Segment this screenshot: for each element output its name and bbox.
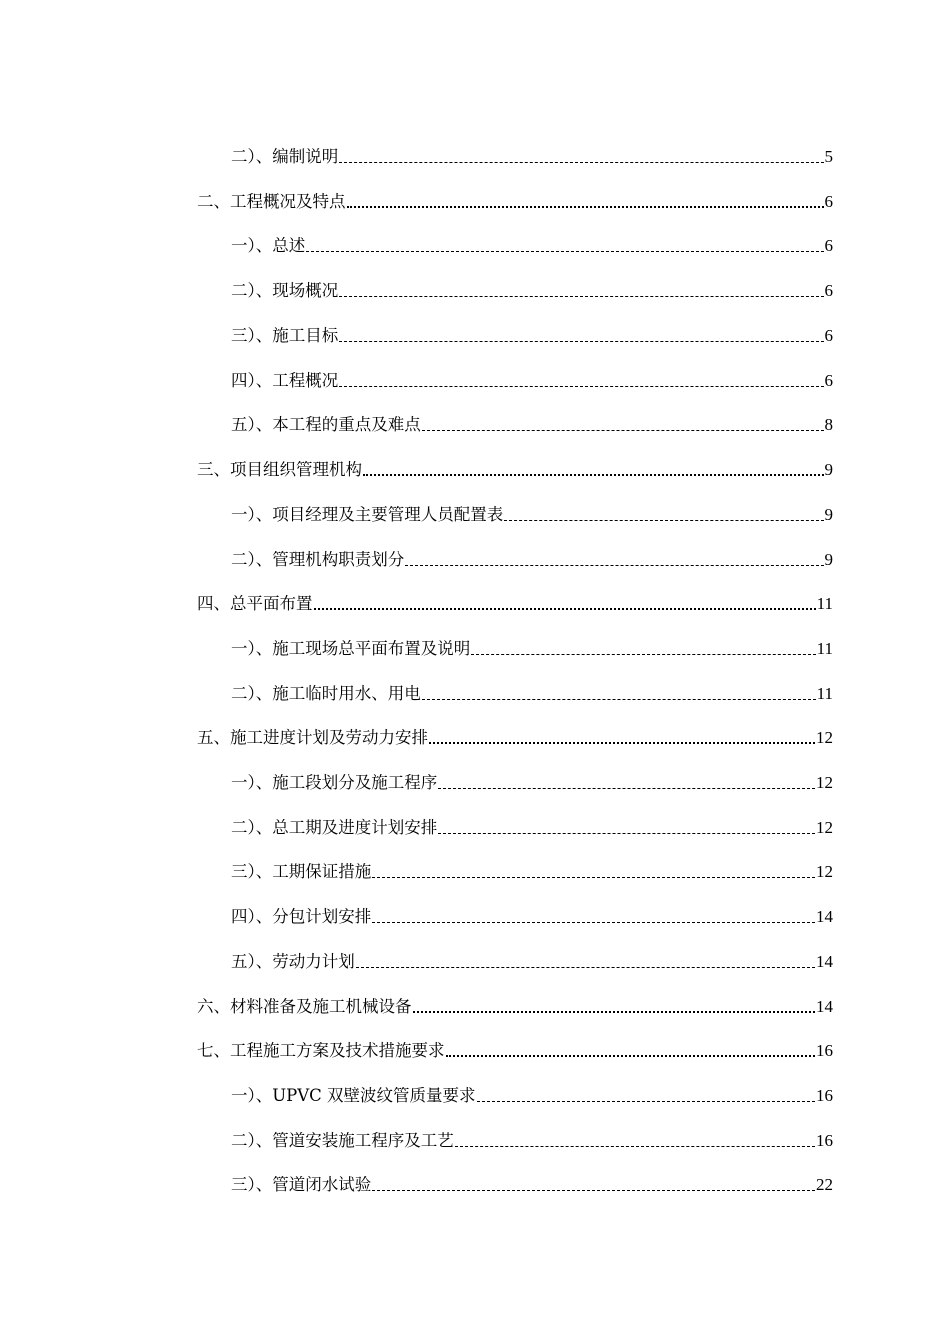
- toc-entry-title: 五、施工进度计划及劳动力安排: [197, 728, 428, 747]
- toc-entry[interactable]: [231, 319, 833, 347]
- toc-leader: [356, 967, 815, 968]
- toc-page-number: 16: [816, 1086, 833, 1105]
- toc-entry[interactable]: [231, 543, 833, 571]
- toc-leader: [372, 922, 815, 923]
- toc-entry[interactable]: [231, 900, 833, 928]
- toc-entry[interactable]: [231, 945, 833, 973]
- toc-entry-title: 五）、劳动力计划: [231, 952, 355, 971]
- toc-entry-title: 一）、项目经理及主要管理人员配置表: [231, 505, 504, 524]
- toc-entry-title: 二）、现场概况: [231, 281, 339, 300]
- toc-leader: [339, 296, 823, 297]
- toc-entry-title: 四、总平面布置: [197, 594, 313, 613]
- toc-leader: [413, 1011, 816, 1013]
- toc-page-number: 6: [824, 371, 833, 390]
- toc-entry[interactable]: [231, 1079, 833, 1107]
- toc-page-number: 6: [824, 236, 833, 255]
- toc-page-number: 11: [816, 594, 833, 613]
- toc-leader: [471, 654, 815, 655]
- toc-entry-title: 四）、工程概况: [231, 371, 339, 390]
- toc-leader: [306, 251, 823, 252]
- toc-entry-title: 一）、总述: [231, 236, 306, 255]
- toc-entry-title: 二）、编制说明: [231, 147, 339, 166]
- toc-entry[interactable]: [197, 587, 833, 615]
- toc-page-number: 9: [824, 550, 833, 569]
- toc-leader: [504, 520, 823, 521]
- toc-entry[interactable]: [231, 677, 833, 705]
- toc-entry-title: 一）、施工段划分及施工程序: [231, 773, 438, 792]
- toc-page-number: 14: [816, 907, 833, 926]
- toc-entry[interactable]: [197, 721, 833, 749]
- toc-page-number: 5: [824, 147, 833, 166]
- toc-entry-title: 三、项目组织管理机构: [197, 460, 362, 479]
- toc-entry[interactable]: [197, 990, 833, 1018]
- toc-entry[interactable]: [231, 855, 833, 883]
- toc-entry[interactable]: [231, 229, 833, 257]
- toc-leader: [446, 1055, 816, 1057]
- toc-leader: [455, 1146, 815, 1147]
- toc-entry-title: 三）、施工目标: [231, 326, 339, 345]
- toc-page-number: 6: [824, 192, 833, 211]
- toc-page-number: 11: [816, 639, 833, 658]
- toc-leader: [438, 788, 815, 789]
- toc-entry-title: 二）、管理机构职责划分: [231, 550, 405, 569]
- toc-leader: [314, 608, 816, 610]
- toc-entry-title: 三）、管道闭水试验: [231, 1175, 372, 1194]
- toc-page-number: 9: [824, 460, 833, 479]
- toc-page-number: 22: [816, 1175, 833, 1194]
- toc-leader: [422, 699, 816, 700]
- toc-leader: [339, 341, 823, 342]
- toc-entry-title: 一）、UPVC 双壁波纹管质量要求: [231, 1086, 476, 1105]
- toc-entry[interactable]: [231, 766, 833, 794]
- toc-entry-title: 二）、管道安装施工程序及工艺: [231, 1131, 454, 1150]
- toc-leader: [438, 833, 815, 834]
- toc-page-number: 12: [816, 773, 833, 792]
- toc-entry-title: 七、工程施工方案及技术措施要求: [197, 1041, 445, 1060]
- toc-leader: [339, 162, 823, 163]
- toc-leader: [339, 386, 823, 387]
- toc-leader: [422, 430, 824, 431]
- toc-entry[interactable]: [231, 1168, 833, 1196]
- toc-page-number: 11: [816, 684, 833, 703]
- toc-entry[interactable]: [231, 408, 833, 436]
- toc-entry[interactable]: [231, 364, 833, 392]
- toc-entry[interactable]: [197, 1034, 833, 1062]
- toc-leader: [372, 1190, 815, 1191]
- toc-entry-title: 六、材料准备及施工机械设备: [197, 997, 412, 1016]
- toc-entry[interactable]: [197, 185, 833, 213]
- toc-entry[interactable]: [231, 498, 833, 526]
- toc-entry-title: 二）、总工期及进度计划安排: [231, 818, 438, 837]
- toc-entry-title: 三）、工期保证措施: [231, 862, 372, 881]
- toc-page-number: 14: [816, 997, 833, 1016]
- toc-leader: [363, 474, 824, 476]
- toc-leader: [405, 565, 823, 566]
- toc-entry-title: 二、工程概况及特点: [197, 192, 346, 211]
- toc-entry[interactable]: [197, 453, 833, 481]
- toc-entry-title: 五）、本工程的重点及难点: [231, 415, 421, 434]
- toc-page-number: 12: [816, 728, 833, 747]
- toc-leader: [477, 1101, 815, 1102]
- toc-entry-title: 一）、施工现场总平面布置及说明: [231, 639, 471, 658]
- toc-leader: [429, 742, 815, 744]
- toc-entry[interactable]: [231, 811, 833, 839]
- toc-page-number: 12: [816, 818, 833, 837]
- toc-leader: [347, 206, 824, 208]
- toc-entry[interactable]: [231, 274, 833, 302]
- toc-page-number: 14: [816, 952, 833, 971]
- toc-page-number: 6: [824, 281, 833, 300]
- toc-entry[interactable]: [231, 140, 833, 168]
- toc-page-number: 9: [824, 505, 833, 524]
- toc-leader: [372, 877, 815, 878]
- toc-page-number: 16: [816, 1131, 833, 1150]
- toc-entry[interactable]: [231, 1124, 833, 1152]
- toc-page-number: 6: [824, 326, 833, 345]
- toc-entry-title: 四）、分包计划安排: [231, 907, 372, 926]
- toc-entry-title: 二）、施工临时用水、用电: [231, 684, 421, 703]
- toc-page-number: 12: [816, 862, 833, 881]
- toc-page-number: 8: [824, 415, 833, 434]
- toc-entry[interactable]: [231, 632, 833, 660]
- toc-page-number: 16: [816, 1041, 833, 1060]
